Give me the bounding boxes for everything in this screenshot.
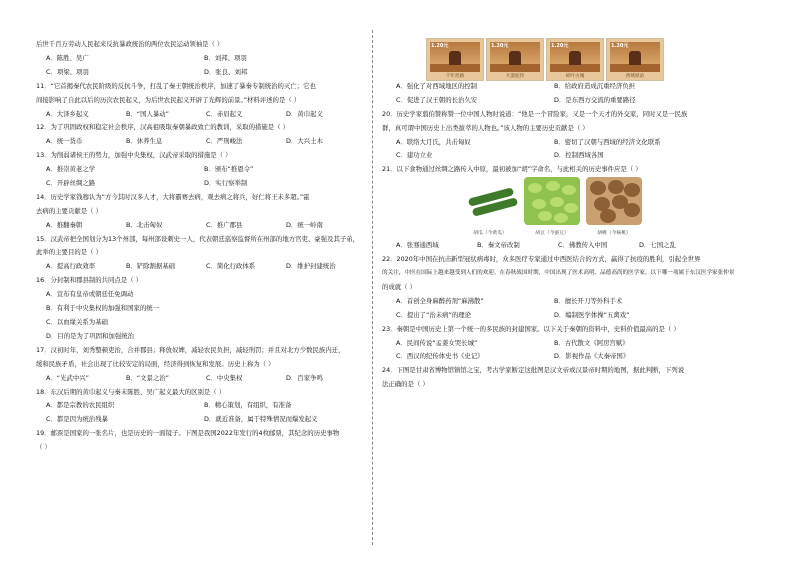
option-d: D．编制医学体操“五禽戏” bbox=[554, 310, 630, 319]
option-a: A．首创全身麻醉药剂“麻沸散” bbox=[396, 296, 484, 305]
question-21: 21．以下食物通过丝绸之路传入中原，最初被加“胡”字命名，与此相关的历史事件应是（ ） bbox=[382, 165, 642, 174]
question-13: 13．为削弱诸侯王的势力，加强中央集权，汉武帝采取的措施是（ ） bbox=[36, 151, 232, 160]
question-17-line2: 缓和民族矛盾，社会出现了比较安定的局面，经济得到恢复和发展。历史上称为（ ） bbox=[36, 359, 275, 368]
food-caption: 胡桃（今核桃） bbox=[597, 231, 631, 237]
question-15-line2: 此举的主要目的是（ ） bbox=[36, 248, 102, 257]
option-c: C．项梁、项羽 bbox=[46, 67, 89, 76]
option-c: C．中央集权 bbox=[206, 373, 243, 382]
question-19-line1: 19．邮票是国家的一张名片，也是历史的一面镜子。下图是我国2022年发行的4枚邮票，其纪念的历史事物 bbox=[36, 429, 340, 438]
option-d: D．控制西域各国 bbox=[554, 151, 604, 160]
question-18: 18．东汉后期的黄巾起义与秦末陈胜、吴广起义最大的区别是（ ） bbox=[36, 387, 226, 396]
food-caption: 胡豆（今蚕豆） bbox=[535, 231, 569, 237]
question-24-line1: 24．下图是甘肃省博物馆镇馆之宝，考古学家断定这批图是汉文帝或汉景帝时期的地图，据此判断，下列说 bbox=[382, 366, 685, 375]
option-a: A．强化了对西域地区的控制 bbox=[396, 82, 478, 90]
stamp-value: 1.20元 bbox=[611, 43, 629, 49]
option-c: C．赤眉起义 bbox=[206, 109, 243, 118]
option-b: B．擅长开刀等外科手术 bbox=[554, 296, 623, 305]
option-d: D．维护封建统治 bbox=[286, 262, 336, 271]
option-a: A．联络大月氏，共击匈奴 bbox=[396, 137, 471, 146]
option-c: C．开辟丝绸之路 bbox=[46, 178, 96, 187]
option-d: D．影视作品《大秦帝国》 bbox=[554, 352, 630, 361]
option-a: A．推崇黄老之学 bbox=[46, 165, 96, 174]
option-c: C．严刑峻法 bbox=[206, 137, 243, 146]
option-row bbox=[36, 108, 366, 122]
stamp-2 bbox=[486, 38, 544, 81]
food-image-row bbox=[462, 177, 714, 239]
option-row bbox=[382, 309, 714, 323]
option-b: B．“国人暴动” bbox=[126, 109, 169, 118]
option-a: A．统一货币 bbox=[46, 137, 83, 146]
option-b: B．有利于中央集权的加强和国家的统一 bbox=[46, 304, 160, 313]
option-c: C．西汉的纪传体史书《史记》 bbox=[396, 352, 484, 361]
right-column bbox=[382, 38, 735, 392]
option-row bbox=[382, 239, 714, 253]
stamp-image-row bbox=[426, 38, 714, 80]
stamp-3 bbox=[546, 38, 604, 81]
option-a: A．提高行政效率 bbox=[46, 262, 96, 271]
option-d: D．实行察举制 bbox=[204, 178, 248, 187]
option-a: A．张骞通西域 bbox=[396, 241, 439, 250]
option-d: D．大兴土木 bbox=[286, 137, 323, 146]
option-b: B．北击匈奴 bbox=[126, 220, 163, 229]
stamp-4 bbox=[606, 38, 664, 81]
option-c: C．促进了汉王朝的长治久安 bbox=[396, 95, 478, 104]
left-column bbox=[36, 38, 366, 455]
option-a: A．陈胜、吴广 bbox=[46, 53, 89, 62]
option-row bbox=[36, 52, 366, 66]
question-24-line2: 法正确的是（ ） bbox=[382, 380, 429, 389]
question-23: 23．秦朝是中国历史上第一个统一的多民族的封建国家。以下关于秦朝的资料中，史料价值最高的是（ ） bbox=[382, 324, 680, 333]
option-row bbox=[382, 94, 714, 108]
option-c: C．推广郡县 bbox=[206, 220, 243, 229]
question-12: 12．为了巩固政权和稳定社会秩序，汉高祖吸取秦朝暴政致亡的教训，采取的措施是（ ） bbox=[36, 123, 290, 132]
stamp-caption: 碎叶古城 bbox=[565, 74, 585, 79]
option-a: A．大泽乡起义 bbox=[46, 109, 89, 118]
option-row bbox=[382, 350, 714, 364]
question-20-line2: 群，真可谓中国历史上出类拔萃的人物也。”该人物的主要历史贡献是（ ） bbox=[382, 123, 589, 132]
option-a: A．宣布有皇帝或朝廷任免调动 bbox=[46, 290, 134, 299]
broad-bean-image bbox=[524, 177, 580, 225]
stamp-1 bbox=[426, 38, 484, 81]
option-d: D．统一岭南 bbox=[286, 220, 323, 229]
question-22-line3: 的成就（ ） bbox=[382, 282, 416, 291]
question-19-line2: （ ） bbox=[36, 443, 51, 452]
question-22-line2: 的关注，中医在国际上越来越受到人们的欢迎。在春秋战国时期，中国出现了医术高明、品德高尚的医学家。以下哪一项属于东汉医学家张仲景 bbox=[382, 270, 735, 277]
option-row bbox=[36, 66, 366, 80]
cucumber-image bbox=[462, 177, 518, 225]
question-15-line1: 15．汉武帝把全国划分为13个州部，每州部设刺史一人，代表朝廷巡察监督所在州部的地方官吏、豪强及其子弟， bbox=[36, 234, 360, 243]
question-16: 16．分封制和郡县制的共同点是（ ） bbox=[36, 276, 143, 285]
option-d: D．目的是为了巩固和加强统治 bbox=[46, 331, 134, 340]
option-c: C．建功立业 bbox=[396, 151, 433, 160]
stamp-value: 1.20元 bbox=[491, 43, 509, 49]
stamp-value: 1.20元 bbox=[431, 43, 449, 49]
food-caption: 胡瓜（今黄瓜） bbox=[473, 231, 507, 237]
option-a: A．民间传说“孟姜女哭长城” bbox=[396, 338, 478, 347]
option-row bbox=[382, 136, 714, 150]
option-b: B．精心策划，有组织，有准备 bbox=[204, 401, 292, 410]
option-row bbox=[36, 219, 366, 233]
option-row bbox=[36, 260, 366, 274]
question-17-line1: 17．汉初时年，刘秀整顿吏治，合并郡县；释放奴婢，减轻农民负担，减轻刑罚；并且对北方少数民族内迁， bbox=[36, 345, 345, 354]
option-b: B．“文景之治” bbox=[126, 373, 169, 382]
option-b: B．古代散文《阿房宫赋》 bbox=[554, 338, 629, 347]
question-14-line1: 14．历史学家钱穆认为“方今其时汉多人才，大将霸赛去病，观去病之将兵，好仁将王未多超。”霍 bbox=[36, 192, 310, 201]
option-a: A．都是宗教的农民组织 bbox=[46, 401, 115, 410]
option-row bbox=[382, 337, 714, 351]
option-b: B．密切了汉朝与西域的经济文化联系 bbox=[554, 137, 661, 146]
option-row bbox=[36, 177, 366, 191]
option-d: D．七国之乱 bbox=[639, 241, 676, 250]
question-20-line1: 20．历史学家翦伯赞称赞一位中国人物时说道：“他是一个冒险家，又是一个天才的外交家，同时又是一民族 bbox=[382, 109, 688, 118]
option-b: B．颁布“推恩令” bbox=[204, 165, 254, 174]
option-row bbox=[382, 80, 714, 94]
stamp-caption: 西域驿站 bbox=[625, 74, 645, 79]
stamp-value: 1.20元 bbox=[551, 43, 569, 49]
option-a: A．推翻秦朝 bbox=[46, 220, 83, 229]
question-22-line1: 22．2020年中国在抗击新型冠状病毒时，众多医疗专家通过中西医结合的方式，赢得了抗疫的胜利，引起全世界 bbox=[382, 255, 701, 264]
option-d: D．就近准备，属于特殊情况而爆发起义 bbox=[204, 415, 318, 424]
option-row bbox=[36, 413, 366, 427]
option-row bbox=[36, 163, 366, 177]
stamp-caption: 大漠驼铃 bbox=[505, 74, 525, 79]
question-text: 后世千百万劳动人民起来反抗暴政统治的两位农民运动领袖是（ ） bbox=[36, 40, 224, 48]
option-b: B．秦文帝改制 bbox=[477, 241, 520, 250]
option-b: B．休养生息 bbox=[126, 137, 163, 146]
question-11-line2: 间接影响了自此以后的历次农民起义，为后世农民起义开辟了光辉的前景。”材料评述的是（ ） bbox=[36, 95, 301, 104]
option-c: C．提出了“治未病”的理论 bbox=[396, 310, 471, 319]
option-d: D．是东西方交流的重要路径 bbox=[554, 95, 636, 104]
option-d: D．百家争鸣 bbox=[286, 373, 323, 382]
option-row bbox=[36, 135, 366, 149]
option-row bbox=[36, 399, 366, 413]
option-a: A．“光武中兴” bbox=[46, 373, 89, 382]
option-c: C．佛教传入中国 bbox=[558, 241, 608, 250]
option-b: B．给政府造成沉重经济负担 bbox=[554, 82, 636, 90]
option-d: D．黄巾起义 bbox=[286, 109, 323, 118]
column-divider bbox=[372, 30, 373, 545]
option-c: C．简化行政体系 bbox=[206, 262, 256, 271]
option-row bbox=[36, 372, 366, 386]
option-c: C．以血缘关系为基础 bbox=[46, 318, 108, 326]
option-b: B．铲除割据基础 bbox=[126, 262, 176, 271]
question-14-line2: 去病的主要贡献是（ ） bbox=[36, 206, 102, 215]
option-c: C．都是因为统治残暴 bbox=[46, 415, 108, 424]
option-b: B．刘邦、项羽 bbox=[204, 53, 247, 62]
question-11-line1: 11．“它首揭秦代农民阶级的反抗斗争，打乱了秦王朝统治秩序，加速了暴秦专制统治的灭亡；它也 bbox=[36, 81, 316, 90]
option-row bbox=[382, 149, 714, 163]
option-row bbox=[382, 295, 714, 309]
stamp-caption: 千年丝路 bbox=[445, 74, 465, 79]
walnut-image bbox=[586, 177, 642, 225]
option-d: D．张良、刘邦 bbox=[204, 67, 248, 76]
